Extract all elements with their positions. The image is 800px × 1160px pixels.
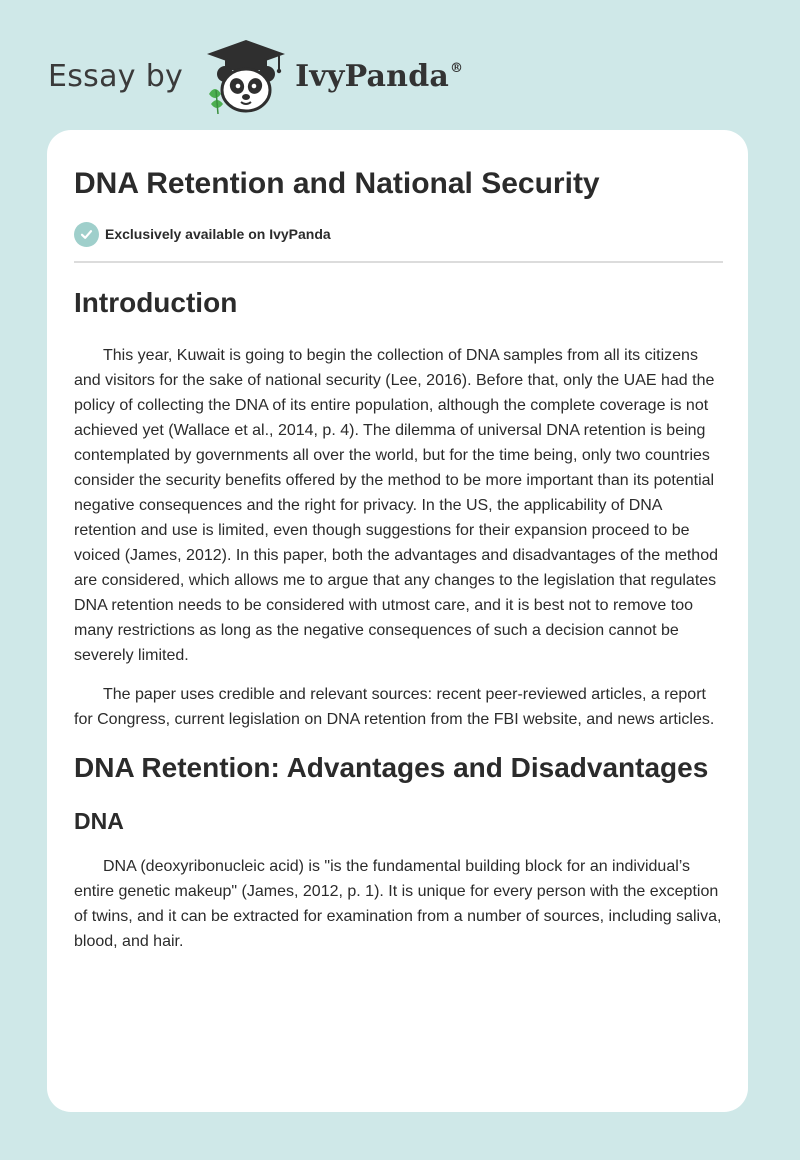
panda-logo-icon[interactable] bbox=[201, 36, 291, 116]
brand-name[interactable]: IvyPanda® bbox=[295, 58, 464, 94]
paragraph-intro-1: This year, Kuwait is going to begin the collection of DNA samples from all its citizens and visitors for the sake of national security (Lee, 2016). Before that, only the UAE had the policy of collecting the DNA of its entire population, although the complete coverage is not achieved yet (Wallace et al., 2014, p. 4). The dilemma of universal DNA retention is being contemplated by governments all over the world, but for the time being, only two countries consider the security benefits offered by the method to be more important than its potential negative consequences and the right for privacy. In the US, the applicability of DNA retention and use is limited, even though suggestions for their expansion proceed to be voiced (James, 2012). In this paper, both the advantages and disadvantages of the method are considered, which allows me to argue that any changes to the legislation that regulates DNA retention needs to be considered with utmost care, and it is best not to remove too many restrictions as long as the negative consequences of such a decision cannot be severely limited. bbox=[74, 347, 718, 664]
paragraph-dna-1: DNA (deoxyribonucleic acid) is "is the fundamental building block for an individual’s entire genetic makeup" (James, 2012, p. 1). It is unique for every person with the exception of twins, and it can be extracted for examination from a number of sources, including saliva, blood, and hair. bbox=[74, 858, 722, 950]
essay-card bbox=[47, 130, 748, 1112]
exclusive-label: Exclusively available on IvyPanda bbox=[105, 226, 331, 242]
checkmark-icon bbox=[74, 222, 99, 247]
essay-content bbox=[74, 166, 723, 954]
exclusive-badge bbox=[74, 221, 723, 247]
section-heading-introduction: Introduction bbox=[74, 287, 238, 318]
essay-by-label: Essay by bbox=[48, 58, 184, 94]
paragraph-intro-2: The paper uses credible and relevant sources: recent peer-reviewed articles, a report for Congress, current legislation on DNA retention from the FBI website, and news articles. bbox=[74, 686, 715, 728]
site-header bbox=[48, 36, 463, 116]
page-title: DNA Retention and National Security bbox=[74, 167, 600, 200]
section-heading-advantages: DNA Retention: Advantages and Disadvantages bbox=[74, 752, 709, 783]
subsection-heading-dna: DNA bbox=[74, 808, 124, 834]
divider bbox=[74, 261, 723, 263]
